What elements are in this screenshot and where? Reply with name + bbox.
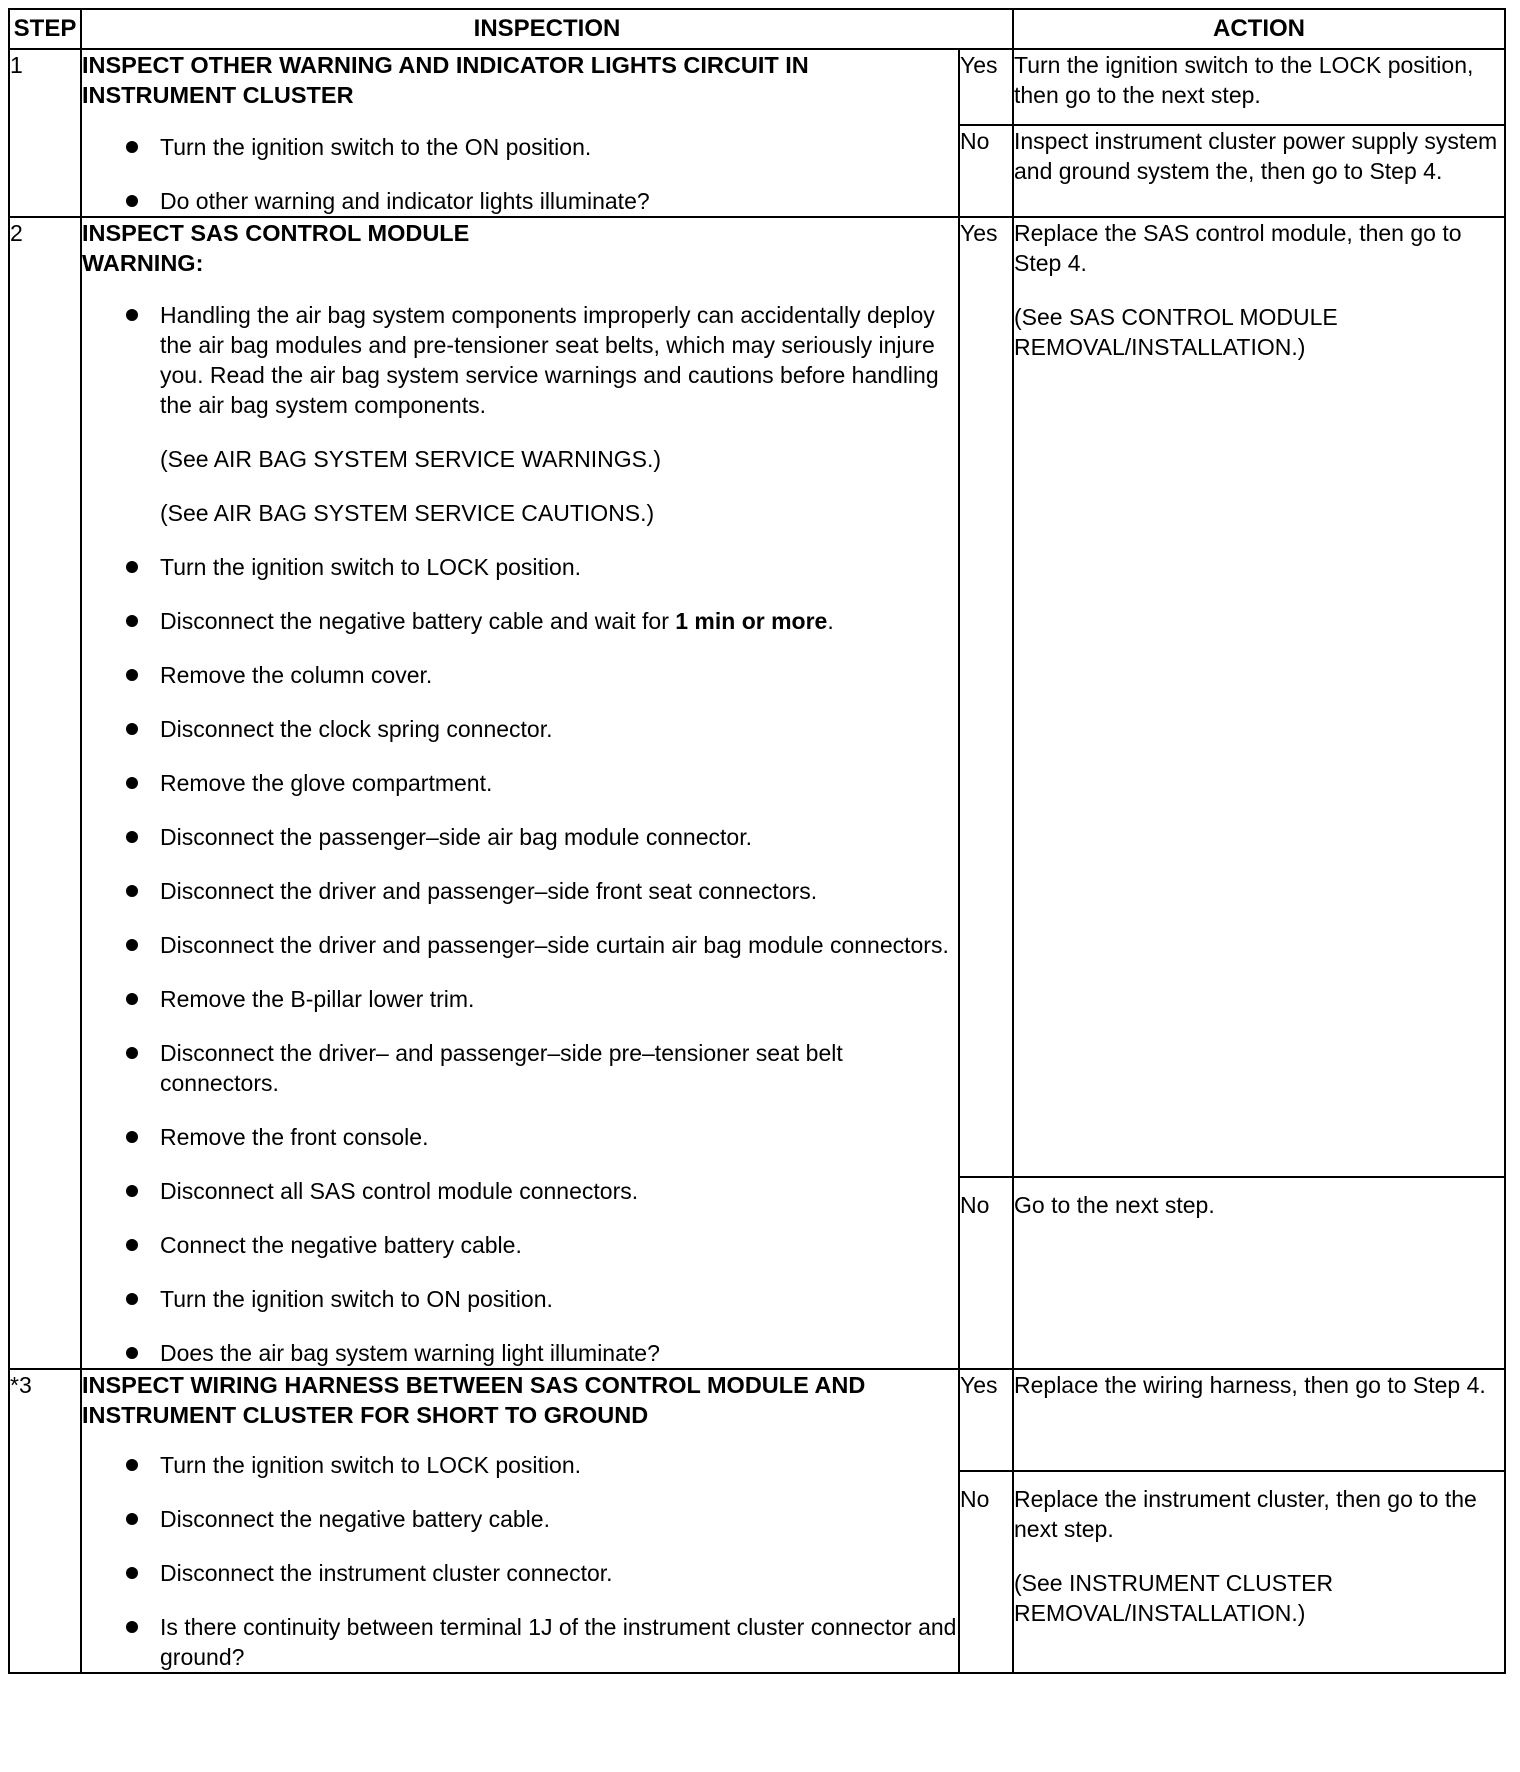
no-see-ref: (See INSTRUMENT CLUSTER REMOVAL/INSTALLATION.)	[1014, 1570, 1334, 1626]
step-title: INSPECT SAS CONTROL MODULE WARNING:	[82, 220, 470, 276]
list-item: Remove the column cover.	[82, 660, 958, 690]
step-title: INSPECT WIRING HARNESS BETWEEN SAS CONTROL MODULE AND INSTRUMENT CLUSTER FOR SHORT TO GROUND	[82, 1372, 866, 1428]
list-item: Disconnect the passenger–side air bag module connector.	[82, 822, 958, 852]
step-3-inspection	[81, 1369, 959, 1673]
yes-action: Replace the SAS control module, then go to Step 4.	[1014, 220, 1462, 276]
list-item: Turn the ignition switch to LOCK position.	[82, 1450, 958, 1480]
list-item: Disconnect all SAS control module connectors.	[82, 1176, 958, 1206]
list-item: Disconnect the instrument cluster connector.	[82, 1558, 958, 1588]
yes-see-ref: (See SAS CONTROL MODULE REMOVAL/INSTALLATION.)	[1014, 304, 1338, 360]
step-title: INSPECT OTHER WARNING AND INDICATOR LIGHTS CIRCUIT IN INSTRUMENT CLUSTER	[82, 52, 809, 108]
diagnostic-table	[8, 8, 1506, 1674]
step-3-row-yes	[9, 1369, 1505, 1471]
step-2-row-yes	[9, 217, 1505, 1177]
step-number: 1	[9, 49, 81, 217]
step-number: *3	[9, 1369, 81, 1673]
list-item: Is there continuity between terminal 1J of the instrument cluster connector and ground?	[82, 1612, 958, 1672]
see-warnings-ref: (See AIR BAG SYSTEM SERVICE WARNINGS.)	[160, 446, 662, 472]
header-action: ACTION	[1013, 9, 1505, 49]
list-item: Turn the ignition switch to the ON position.	[82, 132, 958, 162]
no-label: No	[959, 1471, 1013, 1673]
no-action-cell	[1013, 1471, 1505, 1673]
list-item: Turn the ignition switch to ON position.	[82, 1284, 958, 1314]
header-row	[9, 9, 1505, 49]
list-item: Does the air bag system warning light illuminate?	[82, 1338, 958, 1368]
list-item: Turn the ignition switch to LOCK position.	[82, 552, 958, 582]
no-action: Replace the instrument cluster, then go to the next step.	[1014, 1486, 1477, 1542]
no-label: No	[959, 125, 1013, 217]
no-label: No	[959, 1177, 1013, 1369]
list-item: Remove the glove compartment.	[82, 768, 958, 798]
list-item: Disconnect the driver– and passenger–side pre–tensioner seat belt connectors.	[82, 1038, 958, 1098]
step-number: 2	[9, 217, 81, 1369]
step-1-inspection	[81, 49, 959, 217]
yes-action-cell	[1013, 217, 1505, 1177]
list-item: Remove the front console.	[82, 1122, 958, 1152]
list-item: Disconnect the driver and passenger–side front seat connectors.	[82, 876, 958, 906]
warning-list	[82, 300, 958, 420]
no-action: Go to the next step.	[1013, 1177, 1505, 1369]
list-item: Do other warning and indicator lights illuminate?	[82, 186, 958, 216]
header-step: STEP	[9, 9, 81, 49]
header-inspection: INSPECTION	[81, 9, 1013, 49]
warning-item: Handling the air bag system components improperly can accidentally deploy the air bag modules and pre-tensioner seat belts, which may seriously injure you. Read the air bag system service warnings and cautions before handling the air bag system components.	[82, 300, 958, 420]
list-item: Remove the B-pillar lower trim.	[82, 984, 958, 1014]
bullet-list	[82, 552, 958, 1368]
yes-label: Yes	[959, 49, 1013, 125]
list-item: Disconnect the negative battery cable.	[82, 1504, 958, 1534]
yes-label: Yes	[959, 1369, 1013, 1471]
step-1-row-yes	[9, 49, 1505, 125]
yes-action: Turn the ignition switch to the LOCK position, then go to the next step.	[1013, 49, 1505, 125]
list-item: Connect the negative battery cable.	[82, 1230, 958, 1260]
list-item: Disconnect the driver and passenger–side curtain air bag module connectors.	[82, 930, 958, 960]
step-2-inspection	[81, 217, 959, 1369]
see-cautions-ref: (See AIR BAG SYSTEM SERVICE CAUTIONS.)	[160, 500, 655, 526]
yes-label: Yes	[959, 217, 1013, 1177]
yes-action: Replace the wiring harness, then go to Step 4.	[1013, 1369, 1505, 1471]
bullet-list	[82, 132, 958, 216]
bullet-list	[82, 1450, 958, 1672]
list-item: Disconnect the clock spring connector.	[82, 714, 958, 744]
list-item: Disconnect the negative battery cable and wait for 1 min or more.	[82, 606, 958, 636]
wait-time: 1 min or more	[675, 608, 828, 634]
no-action: Inspect instrument cluster power supply system and ground system the, then go to Step 4.	[1013, 125, 1505, 217]
